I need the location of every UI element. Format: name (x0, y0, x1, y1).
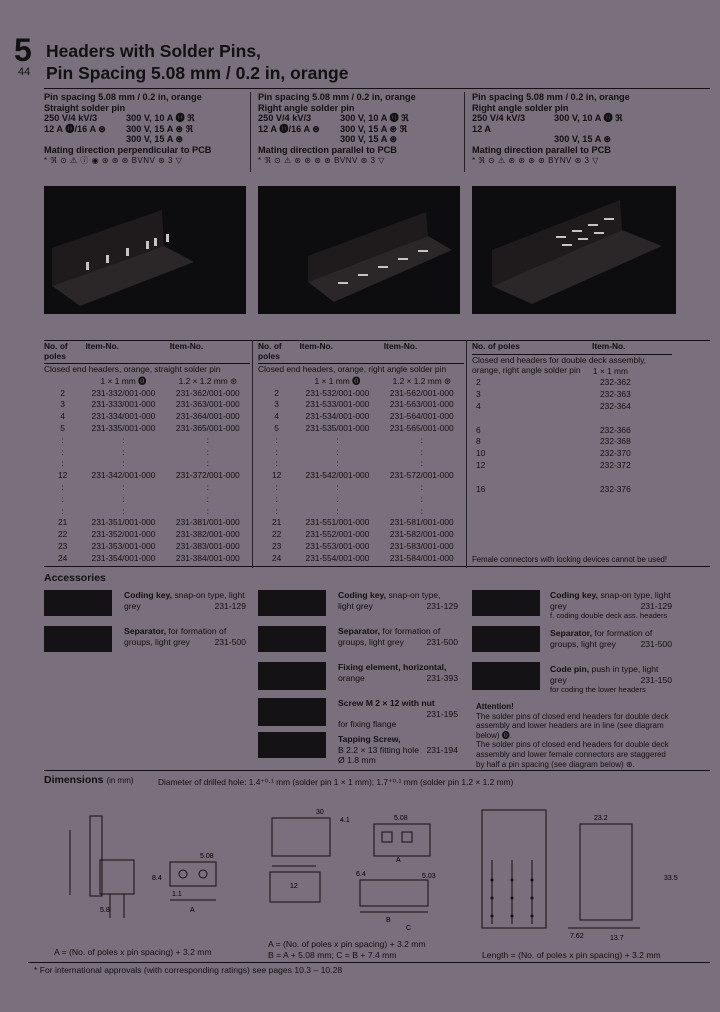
spec-subtitle: Right angle solder pin (472, 102, 569, 113)
coding-key-thumbnail (44, 590, 112, 616)
table-row: : : : (275, 493, 423, 504)
dimension-drawing-double-deck (470, 800, 700, 940)
table-right-angle (258, 342, 464, 565)
dim-label-height: 33.5 (664, 875, 678, 882)
dimensions-unit: (in mm) (106, 776, 134, 785)
table-double-deck-rows (472, 377, 672, 495)
coding-key-thumbnail (472, 590, 540, 616)
column-divider (464, 92, 465, 172)
spec-subtitle: Straight solder pin (44, 102, 126, 113)
accessory-item: Coding key, snap-on type, light grey 231-129 f. coding double deck ass. headers (550, 590, 672, 621)
col-header-poles: No. of poles (258, 341, 282, 361)
table-row: 10 232-370 (476, 448, 631, 459)
col-header-poles: No. of poles (472, 341, 520, 351)
column-divider (250, 92, 251, 172)
col-header-item: Item-No. (85, 341, 119, 351)
dim-label-b: B (386, 917, 391, 924)
accessory-item: Separator, for formation of groups, light grey 231-500 (550, 628, 672, 649)
table-row: 12 231-342/001-000 231-372/001-000 (57, 470, 240, 481)
table-row: : : : (275, 434, 423, 445)
rating-right: 300 V, 15 A ⊛ (554, 134, 612, 145)
table-row: 3 231-333/001-000 231-363/001-000 (60, 399, 240, 410)
rating-right: 300 V, 15 A ⊛ (126, 134, 184, 145)
table-row: 22 231-352/001-000 231-382/001-000 (57, 529, 240, 540)
accessory-item: Fixing element, horizontal, orange 231-393 (338, 662, 458, 683)
dim-label-width: 5.8 (100, 907, 110, 914)
col-header-item: Item-No. (169, 341, 204, 351)
tapping-screw-thumbnail (258, 732, 326, 758)
col-header-item: Item-No. (299, 341, 333, 351)
page-title (46, 40, 348, 84)
dimensions-title (44, 774, 134, 786)
table-divider (252, 340, 253, 568)
table-row: : : : (275, 481, 423, 492)
table-row: 2 231-532/001-000 231-562/001-000 (274, 387, 454, 398)
table-row: 3 231-533/001-000 231-563/001-000 (274, 399, 454, 410)
fixing-element-thumbnail (258, 662, 326, 690)
table-row (472, 413, 672, 425)
table-row: 8 232-368 (476, 436, 631, 447)
table-row: 5 231-335/001-000 231-365/001-000 (60, 422, 240, 433)
dim-label-pitch: 7.62 (570, 933, 584, 940)
table-row: 23 231-353/001-000 231-383/001-000 (57, 540, 240, 551)
product-photo-straight (44, 186, 246, 314)
formula-straight: A = (No. of poles x pin spacing) + 3.2 mm (54, 947, 212, 957)
dim-label-c: C (406, 925, 412, 932)
dimension-drawing-straight (40, 800, 230, 940)
accessory-item: Code pin, push in type, light grey 231-150 for coding the lower headers (550, 664, 672, 695)
approval-marks: * ℜ ⊙ ⚠ ⓘ ◉ ⊛ ⊛ ⊛ BVNV ⊛ 3 ▽ (44, 155, 183, 165)
header-straight-illustration (44, 186, 246, 314)
table-row: 4 231-534/001-000 231-564/001-000 (274, 411, 454, 422)
formula-right-angle-b: B = A + 5.08 mm; C = B + 7.4 mm (268, 950, 397, 960)
accessory-item: Coding key, snap-on type, light grey 231-129 (124, 590, 246, 611)
table-row: : : : (61, 446, 209, 457)
spec-column-3 (472, 92, 682, 166)
accessory-item: Coding key, snap-on type, light grey 231-129 (338, 590, 458, 611)
table-row: 3 232-363 (476, 389, 631, 400)
rating-right: 300 V, 15 A ⊛ (340, 134, 398, 145)
footnote: * For international approvals (with corresponding ratings) see pages 10.3 – 10.28 (34, 965, 343, 975)
table-row: : : : (275, 458, 423, 469)
mating-direction: Mating direction perpendicular to PCB (44, 144, 212, 155)
table-row: 16 232-376 (476, 483, 631, 494)
rating-left: 250 V/4 kV/3 (258, 113, 312, 124)
table-row: : : : (61, 434, 209, 445)
accessories-title: Accessories (44, 572, 106, 584)
table-row: 22 231-552/001-000 231-582/001-000 (271, 529, 454, 540)
screw-thumbnail (258, 698, 326, 726)
mating-direction: Mating direction parallel to PCB (258, 144, 397, 155)
separator-thumbnail (472, 626, 540, 652)
header-double-deck-illustration (472, 186, 676, 314)
rating-right: 300 V, 15 A ⊛ ℜ (126, 123, 194, 134)
table-bottom-rule (44, 566, 710, 567)
separator-thumbnail (44, 626, 112, 652)
spec-title: Pin spacing 5.08 mm / 0.2 in, orange (472, 92, 630, 102)
rating-left: 12 A ⓿/16 A ⊛ (44, 123, 106, 134)
table-row: : : : (61, 481, 209, 492)
product-photo-double-deck (472, 186, 676, 314)
col-header-item: Item-No. (383, 341, 418, 351)
table-row: : : : (61, 458, 209, 469)
table-row: 24 231-554/001-000 231-584/001-000 (271, 552, 454, 563)
rating-right: 300 V, 15 A ⊛ ℜ (340, 123, 408, 134)
pin-size-label: 1 × 1 mm (592, 365, 628, 376)
dim-label-twelve: 12 (290, 883, 298, 890)
table-note: Female connectors with locking devices cannot be used! (472, 555, 668, 564)
table-row: : : : (275, 505, 423, 516)
table-row: 5 231-535/001-000 231-565/001-000 (274, 422, 454, 433)
spec-title: Pin spacing 5.08 mm / 0.2 in, orange (258, 92, 416, 102)
table-row: 24 231-354/001-000 231-384/001-000 (57, 552, 240, 563)
table-straight (44, 342, 250, 565)
table-row: 6 232-366 (476, 424, 631, 435)
dim-label-length: 30 (316, 809, 324, 816)
rating-left: 250 V/4 kV/3 (472, 113, 526, 124)
col-header-poles: No. of poles (44, 341, 68, 361)
accessory-item: Tapping Screw, 231-194 B 2.2 × 13 fitting hole Ø 1.8 mm (338, 734, 458, 766)
table-row: 23 231-553/001-000 231-583/001-000 (271, 540, 454, 551)
formula-right-angle-a: A = (No. of poles x pin spacing) + 3.2 mm (268, 939, 426, 949)
pin-size-label: 1.2 × 1.2 mm ⊛ (392, 375, 452, 386)
dim-label-six: 6.4 (356, 871, 366, 878)
table-section-label: Closed end headers, orange, straight solder pin (44, 364, 221, 374)
table-section-label: Closed end headers for double deck assembly, orange, right angle solder pin (472, 354, 672, 376)
dim-label-depth: 13.7 (610, 935, 624, 940)
rating-left: 12 A ⓿/16 A ⊛ (258, 123, 320, 134)
accessory-item: Screw M 2 × 12 with nut 231-195 for fixing flange (338, 698, 458, 730)
dim-label-offset: 4.1 (340, 817, 350, 824)
accessory-item: Separator, for formation of groups, light grey 231-500 (338, 626, 458, 647)
spec-column-1 (44, 92, 244, 166)
approval-marks: * ℜ ⊙ ⚠ ⊛ ⊛ ⊛ ⊛ BVNV ⊛ 3 ▽ (258, 155, 385, 165)
table-row: 12 232-372 (476, 460, 631, 471)
dim-label-pitch: 5.08 (394, 815, 408, 822)
chapter-number: 5 (14, 32, 32, 68)
dim-label-width: 23.2 (594, 815, 608, 822)
dimension-drawing-right-angle (256, 800, 466, 940)
pin-size-label: 1.2 × 1.2 mm ⊛ (178, 375, 238, 386)
product-photo-right-angle (258, 186, 460, 314)
footnote-rule (28, 962, 710, 963)
header-right-angle-illustration (258, 186, 460, 314)
table-row: : : : (61, 505, 209, 516)
dim-label-a: A (190, 907, 195, 914)
code-pin-thumbnail (472, 662, 540, 690)
table-straight-rows (44, 388, 250, 565)
table-right-angle-rows (258, 388, 464, 565)
title-line-2: Pin Spacing 5.08 mm / 0.2 in, orange (46, 63, 349, 83)
separator-thumbnail (258, 626, 326, 652)
dimensions-rule (44, 770, 710, 771)
table-double-deck (472, 341, 672, 564)
table-row: 4 231-334/001-000 231-364/001-000 (60, 411, 240, 422)
col-header-item: Item-No. (592, 341, 626, 351)
table-row: : : : (275, 446, 423, 457)
rating-right: 300 V, 10 A ⓿ ℜ (126, 113, 195, 124)
rating-right: 300 V, 10 A ⓿ ℜ (340, 113, 409, 124)
table-row: 2 231-332/001-000 231-362/001-000 (60, 387, 240, 398)
attention-note: Attention! The solder pins of closed end headers for double deck assembly and lower headers are in line (see diagram below) ⓿. The solder pins of closed end headers for double deck assembly and lower female connectors are staggered by half a pin spacing (see diagram below) ⊛. (476, 702, 669, 769)
rating-left: 12 A (472, 123, 492, 134)
rating-right: 300 V, 10 A ⓿ ℜ (554, 113, 623, 124)
table-section-label: Closed end headers, orange, right angle solder pin (258, 364, 447, 374)
table-row: 2 232-362 (476, 377, 631, 388)
title-line-1: Headers with Solder Pins, (46, 41, 261, 61)
table-row: 21 231-551/001-000 231-581/001-000 (271, 517, 454, 528)
mating-direction: Mating direction parallel to PCB (472, 144, 611, 155)
pin-size-label: 1 × 1 mm ⓿ (100, 375, 147, 386)
table-row: : : : (61, 493, 209, 504)
spec-column-2 (258, 92, 458, 166)
table-row: 4 232-364 (476, 401, 631, 412)
dimensions-heading: Dimensions (44, 774, 104, 786)
dim-label-pin: 1.1 (172, 891, 182, 898)
spec-subtitle: Right angle solder pin (258, 102, 355, 113)
table-row: 21 231-351/001-000 231-381/001-000 (57, 517, 240, 528)
table-divider (466, 340, 467, 568)
rating-left: 250 V/4 kV/3 (44, 113, 98, 124)
dim-label-pitch-2: 5.03 (422, 873, 436, 880)
table-row: 12 231-542/001-000 231-572/001-000 (271, 470, 454, 481)
drill-hole-note: Diameter of drilled hole: 1.4⁺⁰·¹ mm (solder pin 1 × 1 mm); 1.7⁺⁰·¹ mm (solder pin 1.2 × 1.2 mm) (158, 777, 514, 787)
accessory-item: Separator, for formation of groups, light grey 231-500 (124, 626, 246, 647)
coding-key-thumbnail (258, 590, 326, 616)
dim-label-height: 8.4 (152, 875, 162, 882)
table-row (472, 472, 672, 484)
pin-size-label: 1 × 1 mm ⓿ (314, 375, 361, 386)
page-number: 44 (18, 66, 31, 78)
header-rule (44, 88, 710, 89)
dim-label-a: A (396, 857, 401, 864)
dim-label-pitch: 5.08 (200, 853, 214, 860)
formula-double-deck: Length = (No. of poles x pin spacing) + 3.2 mm (482, 950, 661, 960)
spec-title: Pin spacing 5.08 mm / 0.2 in, orange (44, 92, 202, 102)
approval-marks: * ℜ ⊙ ⚠ ⊛ ⊛ ⊛ ⊛ BYNV ⊛ 3 ▽ (472, 155, 599, 165)
